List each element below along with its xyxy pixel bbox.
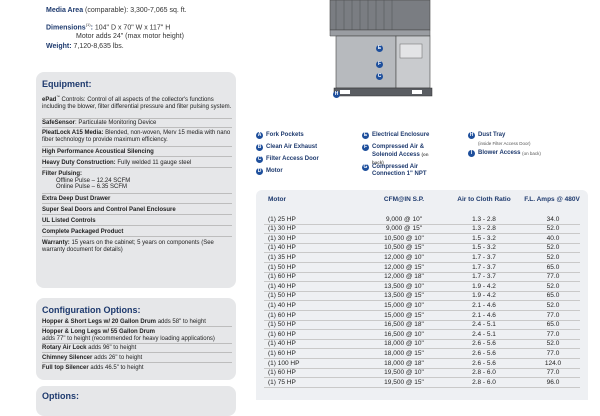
motor-cell: (1) 50 HP [268,292,296,300]
equipment-item: ePad™ Controls: Control of all aspects of the collector's functions including the blower, filter differential pressure and filter pulsing system. [42,94,232,119]
callout-c-icon: C [377,73,382,80]
ratio-cell: 2.6 - 5.6 [472,340,496,348]
config-panel [36,298,236,380]
motor-cell: (1) 60 HP [268,349,296,357]
header-amps: F.L. Amps @ 480V [524,196,580,203]
ratio-cell: 2.1 - 4.6 [472,311,496,319]
cfm-cell: 12,000 @ 10" [384,253,424,261]
config-item: Rotary Air Lock adds 96" to height [42,345,232,353]
amps-cell: 77.0 [546,311,560,319]
ratio-cell: 1.3 - 2.8 [472,215,496,223]
spec-weight: Weight: 7,120-8,635 lbs. [46,43,124,50]
motor-cell: (1) 60 HP [268,273,296,281]
amps-cell: 77.0 [546,330,560,338]
motor-cell: (1) 50 HP [268,263,296,271]
cfm-cell: 12,000 @ 18" [384,273,424,281]
motor-cell: (1) 40 HP [268,282,296,290]
header-air-to-cloth: Air to Cloth Ratio [457,196,511,203]
ratio-cell: 2.8 - 6.0 [472,369,496,377]
ratio-cell: 1.9 - 4.2 [472,292,496,300]
config-item: Hopper & Short Legs w/ 20 Gallon Drum adds 58" to height [42,319,232,327]
spec-dimensions: Dimensions$^{(1)}$: 104" D x 70" W x 117" H Motor adds 24" (max motor height) [46,22,184,41]
ratio-cell: 2.6 - 5.6 [472,349,496,357]
amps-cell: 77.0 [546,349,560,357]
legend-item-c: C Filter Access Door [257,156,319,162]
amps-cell: 52.0 [546,244,560,252]
cfm-cell: 19,500 @ 15" [384,378,424,386]
cfm-cell: 16,500 @ 10" [384,330,424,338]
cfm-cell: 16,500 @ 18" [384,321,424,329]
legend-item-h: H Dust Tray (inside Filter Access Door) [469,132,531,147]
amps-cell: 65.0 [546,263,560,271]
amps-cell: 40.0 [546,234,560,242]
table-row [264,377,580,388]
equipment-item: SafeSensor: Particulate Monitoring Device [42,120,232,128]
amps-cell: 52.0 [546,253,560,261]
cfm-cell: 13,500 @ 15" [384,292,424,300]
cfm-cell: 18,000 @ 15" [384,349,424,357]
equipment-item: Heavy Duty Construction: Fully welded 11 gauge steel [42,160,232,168]
legend-item-b: B Clean Air Exhaust [257,144,318,150]
motor-table [256,190,588,400]
equipment-title: Equipment: [42,79,92,89]
ratio-cell: 1.7 - 3.7 [472,263,496,271]
cfm-cell: 13,500 @ 10" [384,282,424,290]
cfm-cell: 19,500 @ 10" [384,369,424,377]
cfm-cell: 18,000 @ 10" [384,340,424,348]
options-panel [36,386,236,416]
motor-cell: (1) 60 HP [268,330,296,338]
equipment-item: Super Seal Doors and Control Panel Enclosure [42,207,232,215]
equipment-item: Warranty: 15 years on the cabinet; 5 years on components (See warranty document for details) [42,240,214,253]
motor-cell: (1) 75 HP [268,378,296,386]
amps-cell: 65.0 [546,321,560,329]
ratio-cell: 1.7 - 3.7 [472,273,496,281]
amps-cell: 65.0 [546,292,560,300]
config-item: Chimney Silencer adds 26" to height [42,355,232,363]
equipment-item: High Performance Acoustical Silencing [42,149,232,157]
amps-cell: 96.0 [546,378,560,386]
cfm-cell: 9,000 @ 15" [385,225,422,233]
ratio-cell: 1.3 - 2.8 [472,225,496,233]
amps-cell: 77.0 [546,273,560,281]
equipment-item: UL Listed Controls [42,218,232,226]
callout-e-icon: E [377,45,382,52]
config-title: Configuration Options: [42,305,141,315]
amps-cell: 124.0 [544,359,562,367]
ratio-cell: 1.5 - 3.2 [472,234,496,242]
motor-cell: (1) 40 HP [268,340,296,348]
motor-cell: (1) 40 HP [268,301,296,309]
legend-item-a: A Fork Pockets [257,132,304,138]
motor-cell: (1) 30 HP [268,225,296,233]
cfm-cell: 15,000 @ 10" [384,301,424,309]
amps-cell: 52.0 [546,225,560,233]
equipment-item-pulsing: Filter Pulsing: Offline Pulse – 12.24 SCFM Online Pulse – 6.35 SCFM [42,171,232,194]
ratio-cell: 1.7 - 3.7 [472,253,496,261]
legend-item-g: G Compressed Air Connection 1" NPT [363,164,427,177]
motor-cell: (1) 30 HP [268,234,296,242]
callout-h-icon: H [334,91,339,98]
amps-cell: 77.0 [546,369,560,377]
motor-cell: (1) 60 HP [268,311,296,319]
cfm-cell: 18,000 @ 18" [384,359,424,367]
cfm-cell: 10,500 @ 15" [384,244,424,252]
legend-item-e: E Electrical Enclosure [363,132,430,138]
cfm-cell: 12,000 @ 15" [384,263,424,271]
header-motor: Motor [268,196,287,203]
cfm-cell: 10,500 @ 10" [384,234,424,242]
equipment-panel [36,72,236,288]
ratio-cell: 2.6 - 5.6 [472,359,496,367]
header-cfm: CFM@IN S.P. [383,196,425,203]
legend-item-i: I Blower Access (on back) [468,150,541,158]
motor-cell: (1) 60 HP [268,369,296,377]
motor-cell: (1) 100 HP [268,359,300,367]
legend-item-d: D Motor [257,168,283,174]
spec-media-area: Media Area (comparable): 3,300-7,065 sq. ft. [46,7,187,14]
options-title: Options: [42,391,79,401]
motor-cell: (1) 40 HP [268,244,296,252]
amps-cell: 52.0 [546,301,560,309]
config-item: Hopper & Long Legs w/ 55 Gallon Drum adds 77" to height (recommended for heavy loading applications) [42,329,232,344]
equipment-item: Extra Deep Dust Drawer [42,196,232,204]
ratio-cell: 2.4 - 5.1 [472,330,496,338]
callout-f-icon: F [377,61,382,68]
motor-cell: (1) 35 HP [268,253,296,261]
ratio-cell: 1.9 - 4.2 [472,282,496,290]
motor-cell: (1) 25 HP [268,215,296,223]
config-item: Full top Silencer adds 46.5" to height [42,365,144,371]
equipment-item: PleatLock A15 Media: Blended, non-woven, Merv 15 media with nano fiber technology to provide maximum efficiency. [42,130,232,147]
amps-cell: 52.0 [546,340,560,348]
cfm-cell: 9,000 @ 10" [385,215,422,223]
ratio-cell: 1.5 - 3.2 [472,244,496,252]
amps-cell: 34.0 [546,215,560,223]
legend-item-f: F Compressed Air & Solenoid Access (on back) [363,144,429,165]
ratio-cell: 2.1 - 4.6 [472,301,496,309]
amps-cell: 52.0 [546,282,560,290]
ratio-cell: 2.8 - 6.0 [472,378,496,386]
cfm-cell: 15,000 @ 15" [384,311,424,319]
ratio-cell: 2.4 - 5.1 [472,321,496,329]
motor-cell: (1) 50 HP [268,321,296,329]
equipment-item: Complete Packaged Product [42,229,232,237]
